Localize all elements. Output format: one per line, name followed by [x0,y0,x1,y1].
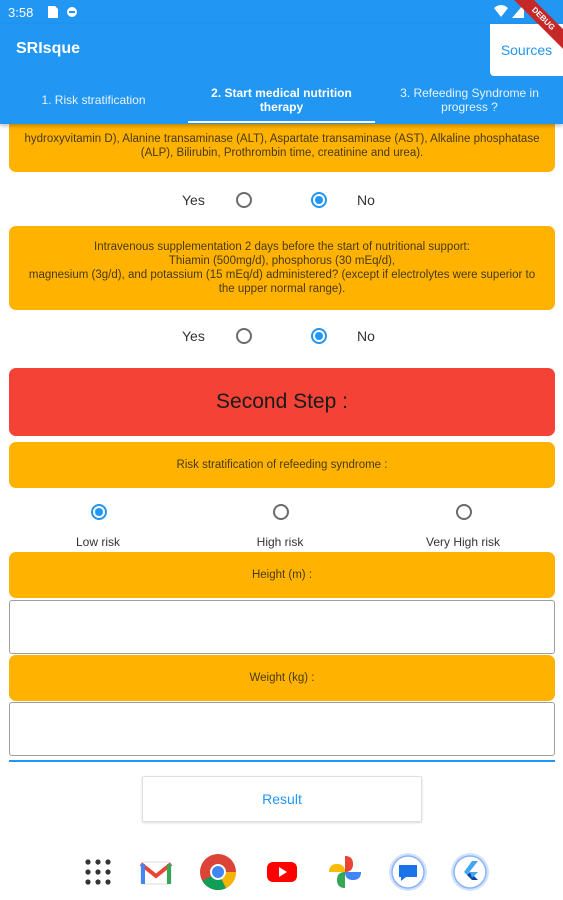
tab-bar [0,76,563,124]
yes-radio[interactable] [236,328,252,344]
low-risk-radio[interactable] [91,504,107,520]
tab-start-medical-nutrition[interactable] [188,76,375,124]
second-step-title: Second Step : [216,390,348,413]
messages-icon[interactable] [388,852,428,892]
question-text-line: Intravenous supplementation 2 days before the start of nutritional support: [94,241,470,253]
no-label: No [357,328,375,344]
question-card [9,124,555,172]
no-radio[interactable] [311,328,327,344]
chrome-icon[interactable] [198,852,238,892]
question-text-line: Thiamin (500mg/d), phosphorus (30 mEq/d), [168,255,396,267]
no-label: No [357,192,375,208]
tab-refeeding-syndrome[interactable] [376,76,563,124]
result-button[interactable]: Result [142,776,422,822]
height-input[interactable] [9,600,555,654]
yes-radio[interactable] [236,192,252,208]
divider [9,760,555,762]
status-bar [0,0,563,24]
flutter-icon[interactable] [450,852,490,892]
very-high-risk-radio[interactable] [456,504,472,520]
tab-indicator [188,121,375,123]
debug-banner: DEBUG [508,0,563,54]
high-risk-radio[interactable] [273,504,289,520]
wifi-icon [494,4,508,21]
yes-label: Yes [182,192,205,208]
question-text: hydroxyvitamin D), Alanine transaminase (ALT), Aspartate transaminase (AST), Alkaline phosphatase (ALP), Bilirubin, Prothrombin time, creatinine and urea). [24,133,540,159]
yes-no-row [0,324,563,348]
second-step-header [9,368,555,436]
very-high-risk-label: Very High risk [425,535,501,549]
sources-button[interactable]: Sources [490,24,563,76]
photos-icon[interactable] [325,852,365,892]
tab-label: 2. Start medical nutrition therapy [211,86,352,114]
weight-label: Weight (kg) : [249,672,315,684]
circle-status-icon [66,6,78,21]
tab-label: 1. Risk stratification [41,93,146,107]
yes-no-row [0,188,563,212]
height-label: Height (m) : [251,569,313,581]
no-radio[interactable] [311,192,327,208]
risk-question-card [9,442,555,488]
sim-card-icon [48,6,58,21]
tab-risk-stratification[interactable] [0,76,187,124]
app-bar [0,24,563,124]
app-title: SRIsque [16,40,81,57]
high-risk-label: High risk [256,535,304,549]
gmail-icon[interactable] [136,852,176,892]
height-label-card [9,552,555,598]
low-risk-label: Low risk [75,535,120,549]
yes-label: Yes [182,328,205,344]
risk-question-text: Risk stratification of refeeding syndrome : [176,459,388,471]
form-content[interactable] [0,124,563,836]
status-time: 3:58 [8,5,34,20]
dock-bar [0,836,563,900]
tab-label: 3. Refeeding Syndrome in progress ? [400,86,539,114]
weight-input[interactable] [9,702,555,756]
apps-grid-icon[interactable] [78,852,118,892]
weight-label-card [9,655,555,701]
youtube-icon[interactable] [262,852,302,892]
question-card [9,226,555,310]
question-text-line: magnesium (3g/d), and potassium (15 mEq/d) administered? (except if electrolytes were superior to the upper normal range). [28,269,536,295]
